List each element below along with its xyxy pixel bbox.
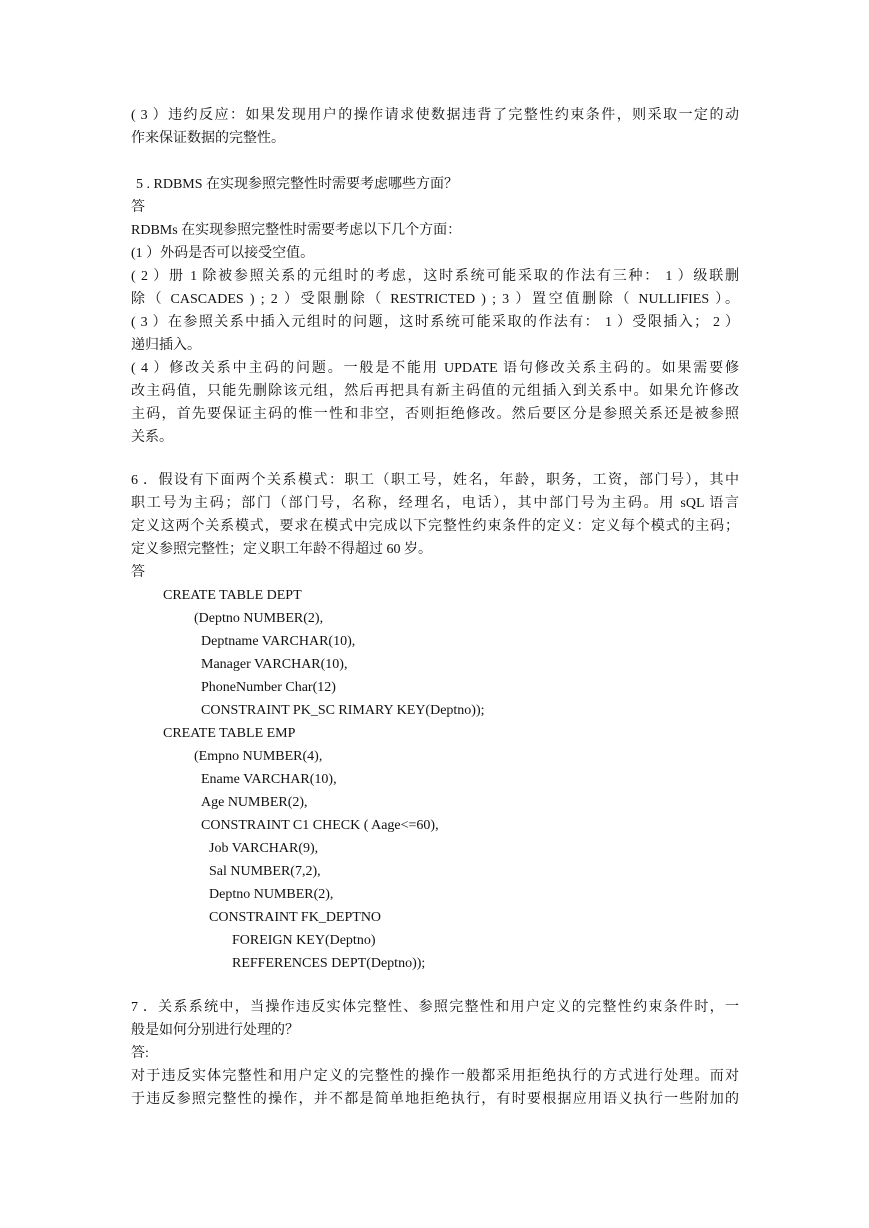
question-6-line: 6 ．假设有下面两个关系模式：职工（职工号，姓名，年龄，职务，工资，部门号），其中 [131,473,739,488]
paragraph-line: 除（ CASCADES ) ; 2 ）受限删除（ RESTRICTED ) ; 3 ）置空值删除（ NULLIFIES ）。 [131,292,739,307]
code-line: FOREIGN KEY(Deptno) [232,933,376,948]
question-6-line: 定义参照完整性；定义职工年龄不得超过 60 岁。 [131,542,432,557]
code-line: PhoneNumber Char(12) [201,680,336,695]
code-line: CONSTRAINT FK_DEPTNO [209,910,382,925]
paragraph-line: ( 3 ）违约反应：如果发现用户的操作请求使数据违背了完整性约束条件，则采取一定的动 [131,108,739,123]
code-line: Deptno NUMBER(2), [209,887,334,902]
paragraph-line: 作来保证数据的完整性。 [131,131,285,146]
code-line: Sal NUMBER(7,2), [209,864,321,879]
paragraph-line: RDBMs 在实现参照完整性时需要考虑以下几个方面： [131,223,462,238]
paragraph-line: 于违反参照完整性的操作，并不都是简单地拒绝执行，有时要根据应用语义执行一些附加的 [131,1092,739,1107]
question-5-title: 5 . RDBMS 在实现参照完整性时需要考虑哪些方面？ [136,177,459,192]
answer-label: 答: [131,1046,149,1061]
code-line: CREATE TABLE DEPT [163,588,302,603]
paragraph-line: 主码，首先要保证主码的惟一性和非空，否则拒绝修改。然后要区分是参照关系还是被参照 [131,407,739,422]
paragraph-line: ( 2 ）册 1 除被参照关系的元组时的考虑，这时系统可能采取的作法有三种： 1 ）级联删 [131,269,739,284]
paragraph-line: 关系。 [131,430,173,445]
code-line: (Deptno NUMBER(2), [194,611,324,626]
code-line: Age NUMBER(2), [201,795,308,810]
code-line: CONSTRAINT PK_SC RIMARY KEY(Deptno)); [201,703,485,718]
question-6-line: 职工号为主码；部门（部门号，名称，经理名，电话），其中部门号为主码。用 sQL 语言 [131,496,739,511]
code-line: REFFERENCES DEPT(Deptno)); [232,956,426,971]
code-line: (Empno NUMBER(4), [194,749,323,764]
paragraph-line: 对于违反实体完整性和用户定义的完整性的操作一般都采用拒绝执行的方式进行处理。而对 [131,1069,739,1084]
code-line: Deptname VARCHAR(10), [201,634,356,649]
code-line: Manager VARCHAR(10), [201,657,348,672]
answer-label: 答 [131,565,145,580]
paragraph-line: ( 4 ）修改关系中主码的问题。一般是不能用 UPDATE 语句修改关系主码的。如果需要修 [131,361,739,376]
paragraph-line: 改主码值，只能先删除该元组，然后再把具有新主码值的元组插入到关系中。如果允许修改 [131,384,739,399]
code-line: Ename VARCHAR(10), [201,772,337,787]
answer-label: 答 [131,200,145,215]
code-line: CREATE TABLE EMP [163,726,296,741]
paragraph-line: (1 ）外码是否可以接受空值。 [131,246,315,261]
paragraph-line: ( 3 ）在参照关系中插入元组时的问题，这时系统可能采取的作法有： 1 ）受限插入； 2 ） [131,315,739,330]
code-line: Job VARCHAR(9), [209,841,319,856]
code-line: CONSTRAINT C1 CHECK ( Aage<=60), [201,818,439,833]
paragraph-line: 递归插入。 [131,338,201,353]
question-7-line: 7 ．关系系统中，当操作违反实体完整性、参照完整性和用户定义的完整性约束条件时，一 [131,1000,739,1015]
question-6-line: 定义这两个关系模式，要求在模式中完成以下完整性约束条件的定义：定义每个模式的主码； [131,519,739,534]
question-7-line: 般是如何分别进行处理的？ [131,1023,299,1038]
